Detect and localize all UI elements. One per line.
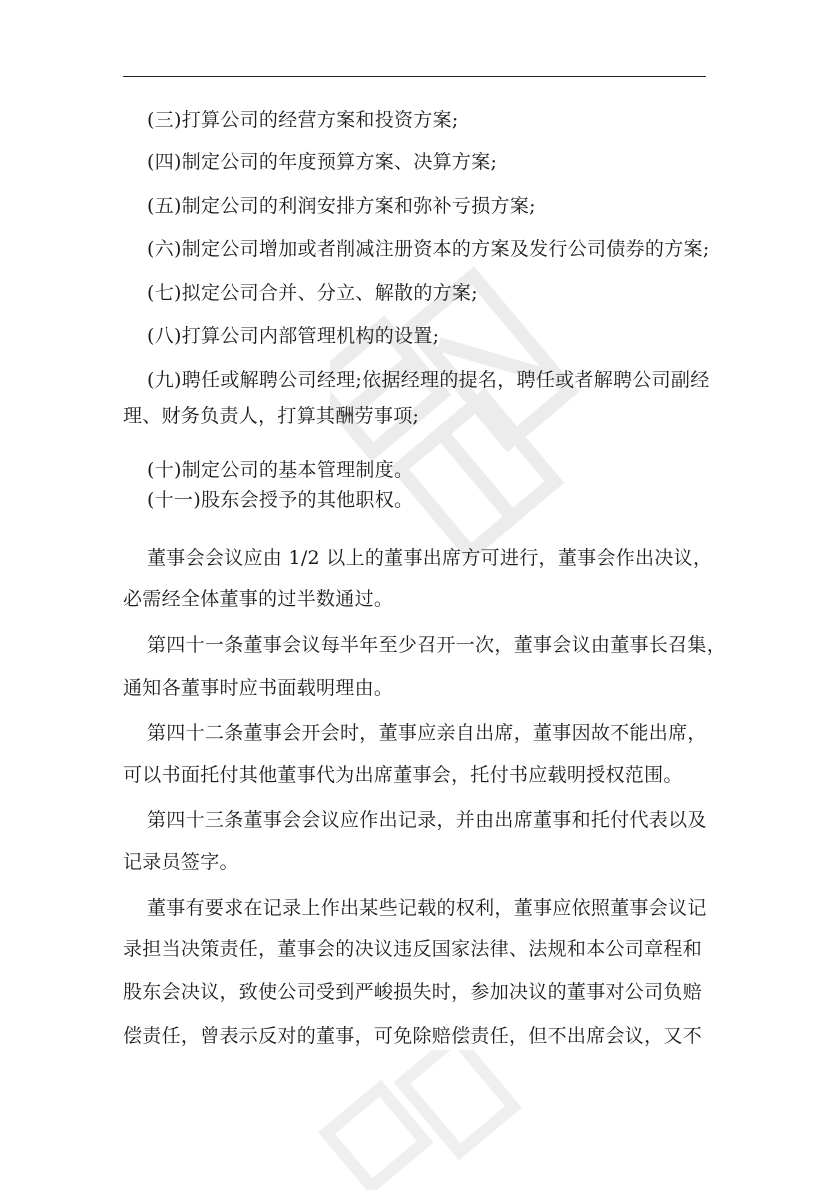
paragraph-line: (十一)股东会授予的其他职权。 <box>147 489 414 511</box>
paragraph-line: 记录员签字。 <box>123 851 239 873</box>
paragraph-line: 录担当决策责任，董事会的决议违反国家法律、法规和本公司章程和 <box>123 938 703 960</box>
paragraph-line: (四)制定公司的年度预算方案、决算方案; <box>147 151 498 173</box>
header-rule <box>123 76 706 77</box>
paragraph-line: 第四十三条董事会会议应作出记录，并由出席董事和托付代表以及 <box>147 809 707 831</box>
paragraph-line: 理、财务负责人，打算其酬劳事项; <box>123 405 420 427</box>
paragraph-line: 偿责任，曾表示反对的董事，可免除赔偿责任，但不出席会议，又不 <box>123 1025 703 1047</box>
paragraph-line: 第四十二条董事会开会时，董事应亲自出席，董事因故不能出席， <box>147 722 707 744</box>
paragraph-line: 董事有要求在记录上作出某些记载的权利，董事应依照董事会议记 <box>147 897 707 919</box>
watermark-icon <box>330 250 630 630</box>
paragraph-line: (五)制定公司的利润安排方案和弥补亏损方案; <box>147 195 536 217</box>
paragraph-line: (九)聘任或解聘公司经理;依据经理的提名，聘任或者解聘公司副经 <box>147 369 710 391</box>
paragraph-line: (八)打算公司内部管理机构的设置; <box>147 325 440 347</box>
paragraph-line: (三)打算公司的经营方案和投资方案; <box>147 109 459 131</box>
paragraph-line: 股东会决议，致使公司受到严峻损失时，参加决议的董事对公司负赔 <box>123 981 703 1003</box>
paragraph-line: 必需经全体董事的过半数通过。 <box>123 588 394 610</box>
paragraph-line: 可以书面托付其他董事代为出席董事会，托付书应载明授权范围。 <box>123 764 683 786</box>
paragraph-line: (十)制定公司的基本管理制度。 <box>147 459 414 481</box>
watermark-icon <box>300 1050 540 1190</box>
paragraph-line: (六)制定公司增加或者削减注册资本的方案及发行公司债券的方案; <box>147 238 710 260</box>
paragraph-line: 第四十一条董事会议每半年至少召开一次，董事会议由董事长召集， <box>147 634 727 656</box>
paragraph-line: (七)拟定公司合并、分立、解散的方案; <box>147 282 478 304</box>
paragraph-line: 通知各董事时应书面载明理由。 <box>123 677 394 699</box>
paragraph-line: 董事会会议应由 1/2 以上的董事出席方可进行，董事会作出决议， <box>147 547 713 569</box>
